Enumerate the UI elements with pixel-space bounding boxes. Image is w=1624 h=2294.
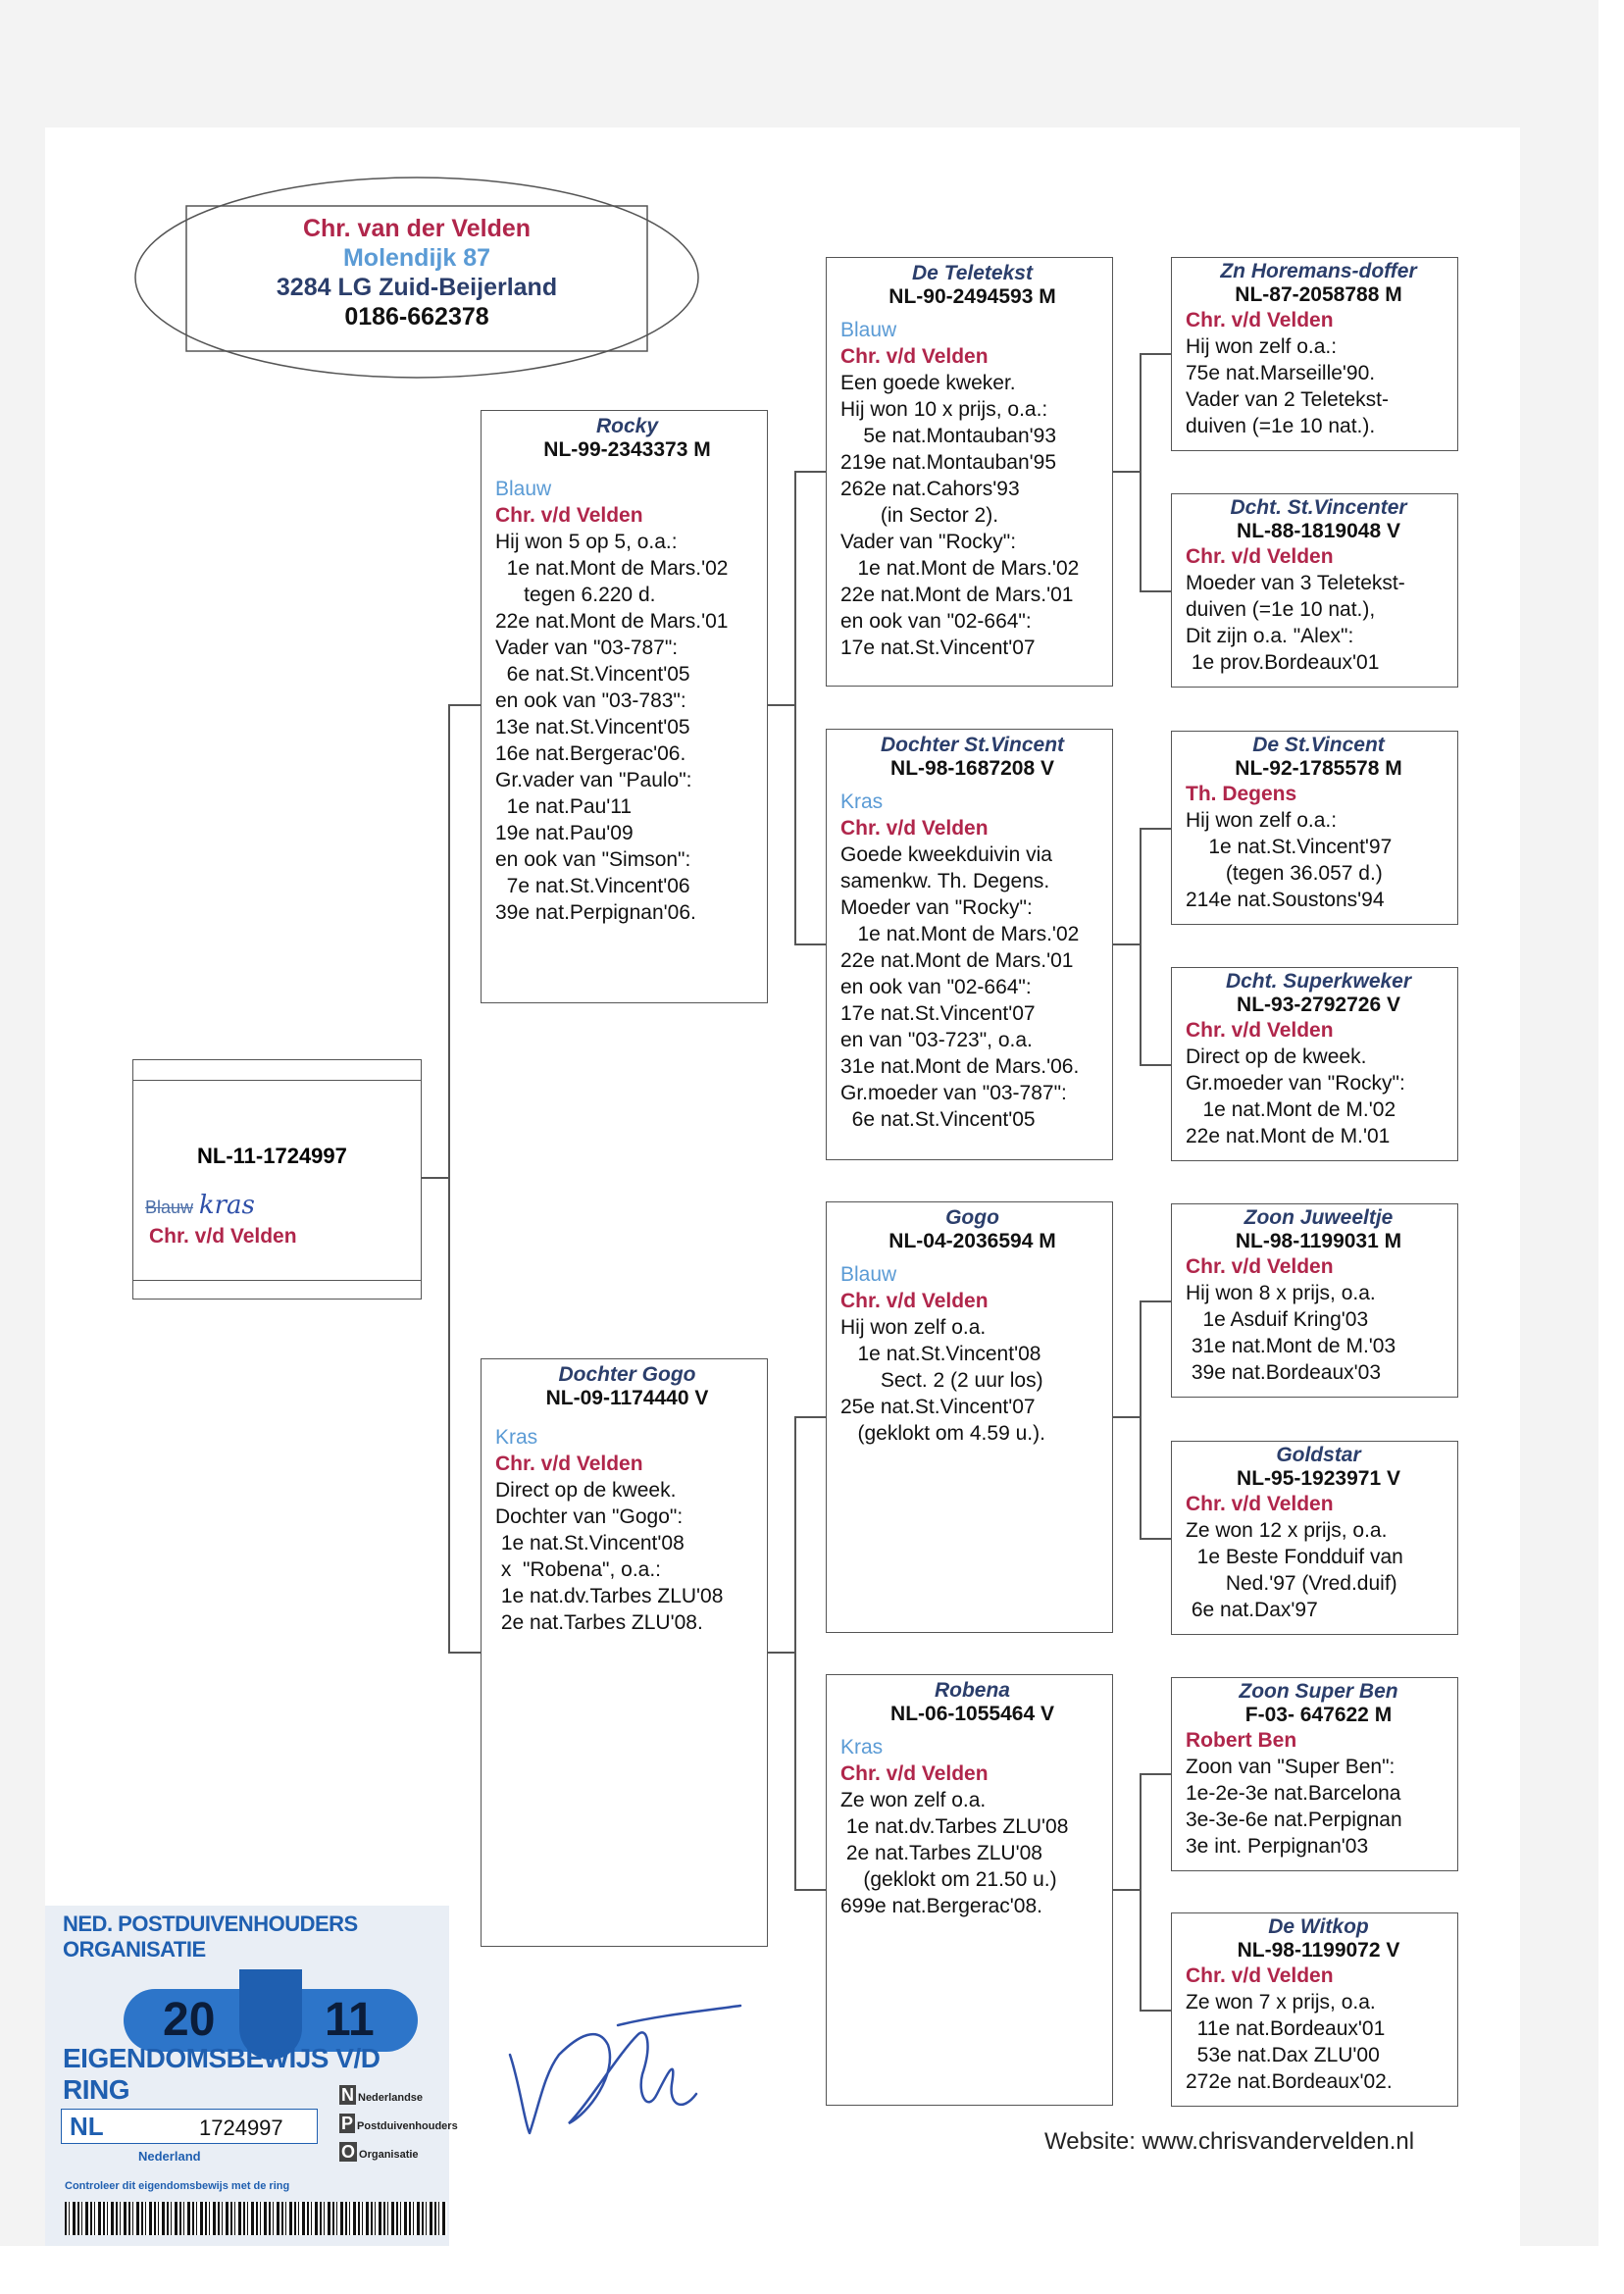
pigeon-name: Dcht. St.Vincenter: [1230, 496, 1407, 519]
pigeon-ring: NL-99-2343373 M: [543, 438, 711, 461]
pigeon-name: Rocky: [595, 415, 659, 437]
connector-line: [1140, 828, 1142, 1064]
pigeon-info: Direct op de kweek. Gr.moeder van "Rocky": 1e nat.Mont de M.'02 22e nat.Mont de M.'01: [1186, 1045, 1405, 1147]
pigeon-color: Blauw: [840, 319, 897, 341]
subject-breeder: Chr. v/d Velden: [149, 1225, 297, 1248]
ownership-title: EIGENDOMSBEWIJS V/D RING: [63, 2043, 381, 2105]
pigeon-ring: NL-98-1199031 M: [1235, 1230, 1402, 1252]
pigeon-name: Dcht. Superkweker: [1225, 970, 1412, 993]
breeder-phone: 0186-662378: [344, 303, 489, 331]
pigeon-info: Ze won zelf o.a. 1e nat.dv.Tarbes ZLU'08 2e nat.Tarbes ZLU'08 (geklokt om 21.50 u.) 699e nat.Bergerac'08.: [840, 1789, 1069, 1917]
breeder-address-block: [132, 175, 701, 381]
connector-line: [1140, 1773, 1142, 2010]
pedigree-box-gg-3: [1171, 731, 1458, 925]
connector-line: [1140, 353, 1171, 355]
pigeon-ring: NL-95-1923971 V: [1237, 1467, 1400, 1490]
barcode: [65, 2202, 447, 2235]
pedigree-box-gg-8: [1171, 1912, 1458, 2107]
subject-ring: NL-11-1724997: [197, 1144, 347, 1168]
subject-color-struck: Blauw: [145, 1198, 194, 1217]
pigeon-info: Direct op de kweek. Dochter van "Gogo": 1e nat.St.Vincent'08 x "Robena", o.a.: 1e nat.dv.Tarbes ZLU'08 2e nat.Tarbes ZLU'08.: [495, 1479, 724, 1634]
country-code: NL: [70, 2112, 104, 2141]
pedigree-box-grandsire-2: [826, 1201, 1113, 1633]
pigeon-name: Goldstar: [1276, 1444, 1361, 1466]
connector-line: [448, 704, 450, 1652]
connector-line: [1140, 353, 1142, 590]
connector-line: [794, 1416, 826, 1418]
breeder-street: Molendijk 87: [342, 244, 491, 272]
pigeon-name: Dochter St.Vincent: [880, 734, 1065, 756]
connector-line: [1113, 1889, 1140, 1891]
pigeon-breeder: Chr. v/d Velden: [1186, 309, 1334, 331]
npo-logo: N Nederlandse P Postduivenhouders O Organisatie: [341, 2085, 458, 2162]
connector-line: [448, 704, 481, 706]
pigeon-info: Hij won zelf o.a.: 1e nat.St.Vincent'97 (tegen 36.057 d.) 214e nat.Soustons'94: [1186, 809, 1393, 911]
npo-org-title: NED. POSTDUIVENHOUDERS ORGANISATIE: [63, 1912, 358, 1962]
pigeon-ring: NL-04-2036594 M: [888, 1230, 1056, 1252]
connector-line: [1140, 1300, 1142, 1538]
pedigree-box-sire: [481, 410, 768, 1003]
year-part-2: 11: [325, 1994, 375, 2046]
connector-line: [448, 1652, 481, 1654]
breeder-name: Chr. van der Velden: [302, 215, 532, 242]
connector-line: [794, 471, 796, 943]
connector-line: [1140, 2010, 1171, 2012]
pigeon-info: Ze won 7 x prijs, o.a. 11e nat.Bordeaux'01 53e nat.Dax ZLU'00 272e nat.Bordeaux'02.: [1186, 1991, 1393, 2093]
subject-color: [145, 1191, 255, 1220]
pigeon-name: Zoon Juweeltje: [1243, 1206, 1394, 1229]
pedigree-box-gg-6: [1171, 1441, 1458, 1635]
breeder-city: 3284 LG Zuid-Beijerland: [276, 274, 558, 301]
pigeon-breeder: Chr. v/d Velden: [1186, 1255, 1334, 1278]
pigeon-breeder: Th. Degens: [1186, 783, 1297, 805]
pedigree-box-gg-4: [1171, 967, 1458, 1161]
pedigree-box-gg-2: [1171, 493, 1458, 688]
pedigree-box-dam: [481, 1358, 768, 1947]
pigeon-ring: NL-98-1199072 V: [1237, 1939, 1400, 1962]
ownership-certificate: [45, 1906, 458, 2246]
pigeon-color: Kras: [495, 1426, 538, 1449]
pigeon-color: Kras: [840, 790, 884, 813]
pigeon-ring: F-03- 647622 M: [1244, 1704, 1393, 1726]
pedigree-box-granddam-2: [826, 1674, 1113, 2106]
pigeon-ring: NL-98-1687208 V: [890, 757, 1054, 780]
pigeon-breeder: Chr. v/d Velden: [840, 1762, 989, 1785]
pedigree-box-granddam-1: [826, 729, 1113, 1160]
connector-line: [1140, 828, 1171, 830]
pedigree-box-grandsire-1: [826, 257, 1113, 687]
pigeon-info: Ze won 12 x prijs, o.a. 1e Beste Fondduif van Ned.'97 (Vred.duif) 6e nat.Dax'97: [1186, 1519, 1403, 1621]
npo-line-2: Postduivenhouders: [357, 2120, 458, 2132]
pigeon-ring: NL-06-1055464 V: [890, 1703, 1054, 1725]
connector-line: [794, 471, 826, 473]
scan-border-right: [1599, 0, 1624, 2294]
pigeon-name: De St.Vincent: [1252, 734, 1385, 756]
pedigree-box-gg-7: [1171, 1677, 1458, 1871]
pedigree-box-gg-1: [1171, 257, 1458, 451]
pigeon-info: Hij won zelf o.a.: 75e nat.Marseille'90. Vader van 2 Teletekst- duiven (=1e 10 nat.).: [1186, 335, 1390, 437]
pigeon-breeder: Chr. v/d Velden: [495, 1453, 643, 1475]
pigeon-breeder: Chr. v/d Velden: [495, 504, 643, 527]
ring-number: 1724997: [199, 2116, 283, 2140]
pigeon-breeder: Chr. v/d Velden: [1186, 1493, 1334, 1515]
pigeon-breeder: Chr. v/d Velden: [1186, 545, 1334, 568]
pigeon-name: Zn Horemans-doffer: [1220, 260, 1417, 282]
scan-border-bottom: [0, 2246, 1624, 2294]
connector-line: [1113, 943, 1140, 945]
connector-line: [1140, 1773, 1171, 1775]
npo-line-1: Nederlandse: [358, 2092, 424, 2104]
pigeon-ring: NL-92-1785578 M: [1235, 757, 1402, 780]
pigeon-name: De Witkop: [1268, 1915, 1369, 1938]
pigeon-color: Blauw: [840, 1263, 897, 1286]
pigeon-info: Hij won 5 op 5, o.a.: 1e nat.Mont de Mars.'02 tegen 6.220 d. 22e nat.Mont de Mars.'01 Vader van "03-787": 6e nat.St.Vincent'05 en ook van "03-783": 13e nat.St.Vincent'05 16e nat.Bergerac'06. Gr.vader van "Paulo": 1e nat.Pau'11 19e nat.Pau'09 en ook van "Simson": 7e nat.St.Vincent'06 39e nat.Perpignan'06.: [495, 531, 729, 924]
pigeon-ring: NL-09-1174440 V: [545, 1387, 709, 1409]
connector-line: [794, 1889, 826, 1891]
subject-color-handwritten: kras: [198, 1191, 255, 1220]
pigeon-ring: NL-87-2058788 M: [1235, 283, 1402, 306]
pigeon-breeder: Chr. v/d Velden: [1186, 1019, 1334, 1042]
pigeon-ring: NL-93-2792726 V: [1237, 994, 1400, 1016]
pigeon-breeder: Chr. v/d Velden: [840, 345, 989, 368]
connector-line: [794, 943, 826, 945]
pigeon-name: Dochter Gogo: [558, 1363, 696, 1386]
connector-line: [794, 1416, 796, 1889]
pigeon-name: De Teletekst: [912, 262, 1033, 284]
connector-line: [1140, 1538, 1171, 1540]
pigeon-info: Goede kweekduivin via samenkw. Th. Degens. Moeder van "Rocky": 1e nat.Mont de Mars.'02 22e nat.Mont de Mars.'01 en ook van "02-664": 17e nat.St.Vincent'07 en van "03-723", o.a. 31e nat.Mont de Mars.'06. Gr.moeder van "03-787": 6e nat.St.Vincent'05: [840, 843, 1080, 1131]
pedigree-box-gg-5: [1171, 1203, 1458, 1398]
scan-artifact: [45, 888, 141, 968]
year-part-1: 20: [163, 1994, 216, 2046]
pigeon-name: Zoon Super Ben: [1239, 1680, 1398, 1703]
pigeon-breeder: Robert Ben: [1186, 1729, 1297, 1752]
connector-line: [1140, 1064, 1171, 1066]
pigeon-info: Een goede kweker. Hij won 10 x prijs, o.a.: 5e nat.Montauban'93 219e nat.Montauban'95 262e nat.Cahors'93 (in Sector 2). Vader van "Rocky": 1e nat.Mont de Mars.'02 22e nat.Mont de Mars.'01 en ook van "02-664": 17e nat.St.Vincent'07: [840, 372, 1080, 659]
control-note: Controleer dit eigendomsbewijs met de ring: [65, 2180, 290, 2192]
pigeon-breeder: Chr. v/d Velden: [1186, 1964, 1334, 1987]
pigeon-breeder: Chr. v/d Velden: [840, 817, 989, 840]
pigeon-name: Gogo: [945, 1206, 999, 1229]
pigeon-breeder: Chr. v/d Velden: [840, 1290, 989, 1312]
connector-line: [1140, 590, 1171, 592]
pigeon-info: Hij won 8 x prijs, o.a. 1e Asduif Kring'03 31e nat.Mont de M.'03 39e nat.Bordeaux'03: [1186, 1282, 1396, 1384]
pigeon-name: Robena: [934, 1679, 1010, 1702]
scan-artifact: [45, 1466, 173, 1555]
website-link[interactable]: Website: www.chrisvandervelden.nl: [1044, 2128, 1415, 2155]
pigeon-ring: NL-88-1819048 V: [1237, 520, 1400, 542]
pigeon-ring: NL-90-2494593 M: [888, 285, 1056, 308]
country-label: Nederland: [138, 2149, 201, 2164]
connector-line: [422, 1177, 448, 1179]
ring-number-field: [61, 2109, 318, 2144]
pigeon-color: Blauw: [495, 478, 552, 500]
signature-icon: [500, 1996, 745, 2148]
pigeon-color: Kras: [840, 1736, 884, 1759]
connector-line: [1113, 471, 1140, 473]
connector-line: [768, 704, 794, 706]
connector-line: [1140, 1300, 1171, 1302]
pigeon-info: Hij won zelf o.a. 1e nat.St.Vincent'08 Sect. 2 (2 uur los) 25e nat.St.Vincent'07 (geklokt om 4.59 u.).: [840, 1316, 1045, 1445]
npo-line-3: Organisatie: [359, 2149, 419, 2161]
pigeon-info: Zoon van "Super Ben": 1e-2e-3e nat.Barcelona 3e-3e-6e nat.Perpignan 3e int. Perpignan'03: [1186, 1756, 1402, 1858]
subject-pigeon-box: [132, 1059, 422, 1300]
connector-line: [1113, 1416, 1140, 1418]
pigeon-info: Moeder van 3 Teletekst- duiven (=1e 10 nat.), Dit zijn o.a. "Alex": 1e prov.Bordeaux'01: [1186, 572, 1405, 674]
connector-line: [768, 1652, 794, 1654]
